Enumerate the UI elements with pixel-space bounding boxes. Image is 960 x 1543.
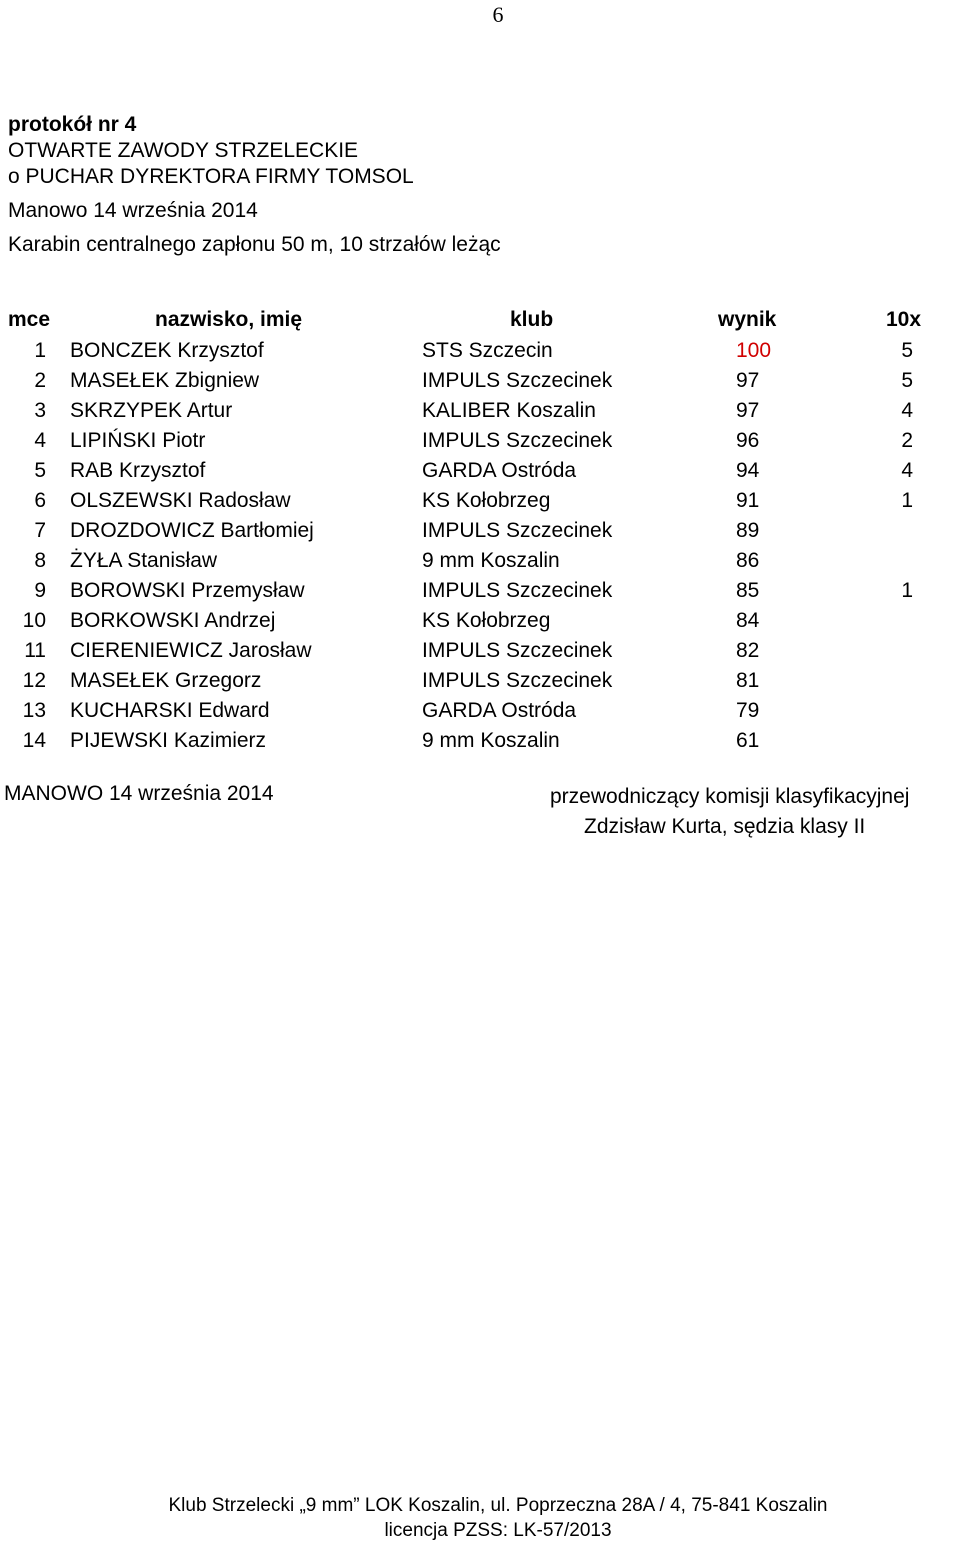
cell-tens — [816, 516, 960, 546]
club-footer — [0, 1493, 960, 1543]
cell-place: 3 — [34, 399, 46, 422]
event-title-line-2: o PUCHAR DYREKTORA FIRMY TOMSOL — [8, 165, 414, 188]
cell-name: ŻYŁA Stanisław — [70, 549, 218, 572]
cell-place: 12 — [22, 669, 46, 692]
cell-score: 79 — [736, 699, 760, 722]
cell-club: GARDA Ostróda — [422, 459, 577, 482]
cell-name: BOROWSKI Przemysław — [70, 579, 305, 602]
cell-score: 97 — [736, 369, 760, 392]
cell-name: DROZDOWICZ Bartłomiej — [70, 519, 314, 542]
cell-tens: 2 — [901, 429, 913, 452]
cell-club: KS Kołobrzeg — [422, 489, 551, 512]
cell-score: 81 — [736, 669, 760, 692]
cell-score: 84 — [736, 609, 760, 632]
table-row — [0, 726, 960, 756]
table-row — [0, 426, 960, 456]
cell-club: IMPULS Szczecinek — [422, 369, 613, 392]
cell-tens — [816, 636, 960, 666]
cell-place: 10 — [22, 609, 46, 632]
cell-tens — [816, 606, 960, 636]
cell-score: 94 — [736, 459, 760, 482]
table-row — [0, 636, 960, 666]
cell-tens: 1 — [901, 579, 913, 602]
footer-signature — [550, 782, 909, 842]
table-row — [0, 486, 960, 516]
cell-tens — [816, 546, 960, 576]
cell-club: GARDA Ostróda — [422, 699, 577, 722]
cell-club: IMPULS Szczecinek — [422, 669, 613, 692]
column-header-name: nazwisko, imię — [155, 308, 303, 331]
cell-club: IMPULS Szczecinek — [422, 519, 613, 542]
cell-place: 5 — [34, 459, 46, 482]
cell-score: 86 — [736, 549, 760, 572]
table-row — [0, 546, 960, 576]
document-header — [8, 112, 501, 258]
cell-club: STS Szczecin — [422, 339, 553, 362]
chair-name: Zdzisław Kurta, sędzia klasy II — [584, 815, 866, 838]
cell-place: 13 — [22, 699, 46, 722]
table-row — [0, 336, 960, 366]
cell-place: 6 — [34, 489, 46, 512]
cell-place: 14 — [22, 729, 46, 752]
table-header-row — [0, 304, 960, 336]
table-row — [0, 606, 960, 636]
cell-tens — [816, 696, 960, 726]
cell-tens: 4 — [901, 399, 913, 422]
footer-place-date: MANOWO 14 września 2014 — [4, 782, 274, 805]
club-license: licencja PZSS: LK-57/2013 — [384, 1520, 612, 1541]
cell-score: 89 — [736, 519, 760, 542]
cell-tens: 5 — [901, 339, 913, 362]
column-header-tens: 10x — [886, 308, 922, 331]
table-row — [0, 576, 960, 606]
cell-name: BORKOWSKI Andrzej — [70, 609, 276, 632]
table-row — [0, 666, 960, 696]
cell-place: 4 — [34, 429, 46, 452]
cell-name: MASEŁEK Grzegorz — [70, 669, 262, 692]
table-row — [0, 696, 960, 726]
cell-name: PIJEWSKI Kazimierz — [70, 729, 267, 752]
results-body — [0, 336, 960, 756]
table-row — [0, 366, 960, 396]
cell-club: IMPULS Szczecinek — [422, 429, 613, 452]
event-title-line-1: OTWARTE ZAWODY STRZELECKIE — [8, 139, 359, 162]
cell-place: 8 — [34, 549, 46, 572]
cell-place: 7 — [34, 519, 46, 542]
chair-title: przewodniczący komisji klasyfikacyjnej — [550, 785, 910, 808]
column-header-club: klub — [510, 308, 554, 331]
cell-name: OLSZEWSKI Radosław — [70, 489, 291, 512]
protocol-title: protokół nr 4 — [8, 113, 137, 136]
column-header-place: mce — [8, 308, 51, 331]
cell-name: CIERENIEWICZ Jarosław — [70, 639, 312, 662]
cell-score: 97 — [736, 399, 760, 422]
cell-score: 85 — [736, 579, 760, 602]
cell-club: KALIBER Koszalin — [422, 399, 596, 422]
cell-tens — [816, 666, 960, 696]
table-row — [0, 396, 960, 426]
table-row — [0, 516, 960, 546]
cell-score: 96 — [736, 429, 760, 452]
cell-club: IMPULS Szczecinek — [422, 639, 613, 662]
cell-name: MASEŁEK Zbigniew — [70, 369, 260, 392]
cell-place: 2 — [34, 369, 46, 392]
cell-place: 1 — [34, 339, 46, 362]
cell-tens: 5 — [901, 369, 913, 392]
cell-name: KUCHARSKI Edward — [70, 699, 270, 722]
cell-score: 100 — [736, 339, 772, 362]
cell-tens: 1 — [901, 489, 913, 512]
cell-club: 9 mm Koszalin — [422, 549, 560, 572]
cell-name: LIPIŃSKI Piotr — [70, 429, 206, 452]
cell-name: RAB Krzysztof — [70, 459, 206, 482]
cell-score: 91 — [736, 489, 760, 512]
cell-club: IMPULS Szczecinek — [422, 579, 613, 602]
cell-place: 11 — [24, 639, 46, 662]
cell-score: 61 — [736, 729, 760, 752]
cell-name: SKRZYPEK Artur — [70, 399, 233, 422]
cell-tens — [816, 726, 960, 756]
cell-tens: 4 — [901, 459, 913, 482]
cell-club: KS Kołobrzeg — [422, 609, 551, 632]
table-row — [0, 456, 960, 486]
cell-club: 9 mm Koszalin — [422, 729, 560, 752]
column-header-score: wynik — [718, 308, 777, 331]
event-place-date: Manowo 14 września 2014 — [8, 199, 258, 222]
competition-name: Karabin centralnego zapłonu 50 m, 10 strzałów leżąc — [8, 233, 501, 256]
club-address: Klub Strzelecki „9 mm” LOK Koszalin, ul. Poprzeczna 28A / 4, 75-841 Koszalin — [168, 1495, 828, 1516]
cell-place: 9 — [34, 579, 46, 602]
cell-name: BONCZEK Krzysztof — [70, 339, 264, 362]
page-number: 6 — [492, 2, 504, 27]
results-table — [0, 304, 960, 756]
cell-score: 82 — [736, 639, 760, 662]
